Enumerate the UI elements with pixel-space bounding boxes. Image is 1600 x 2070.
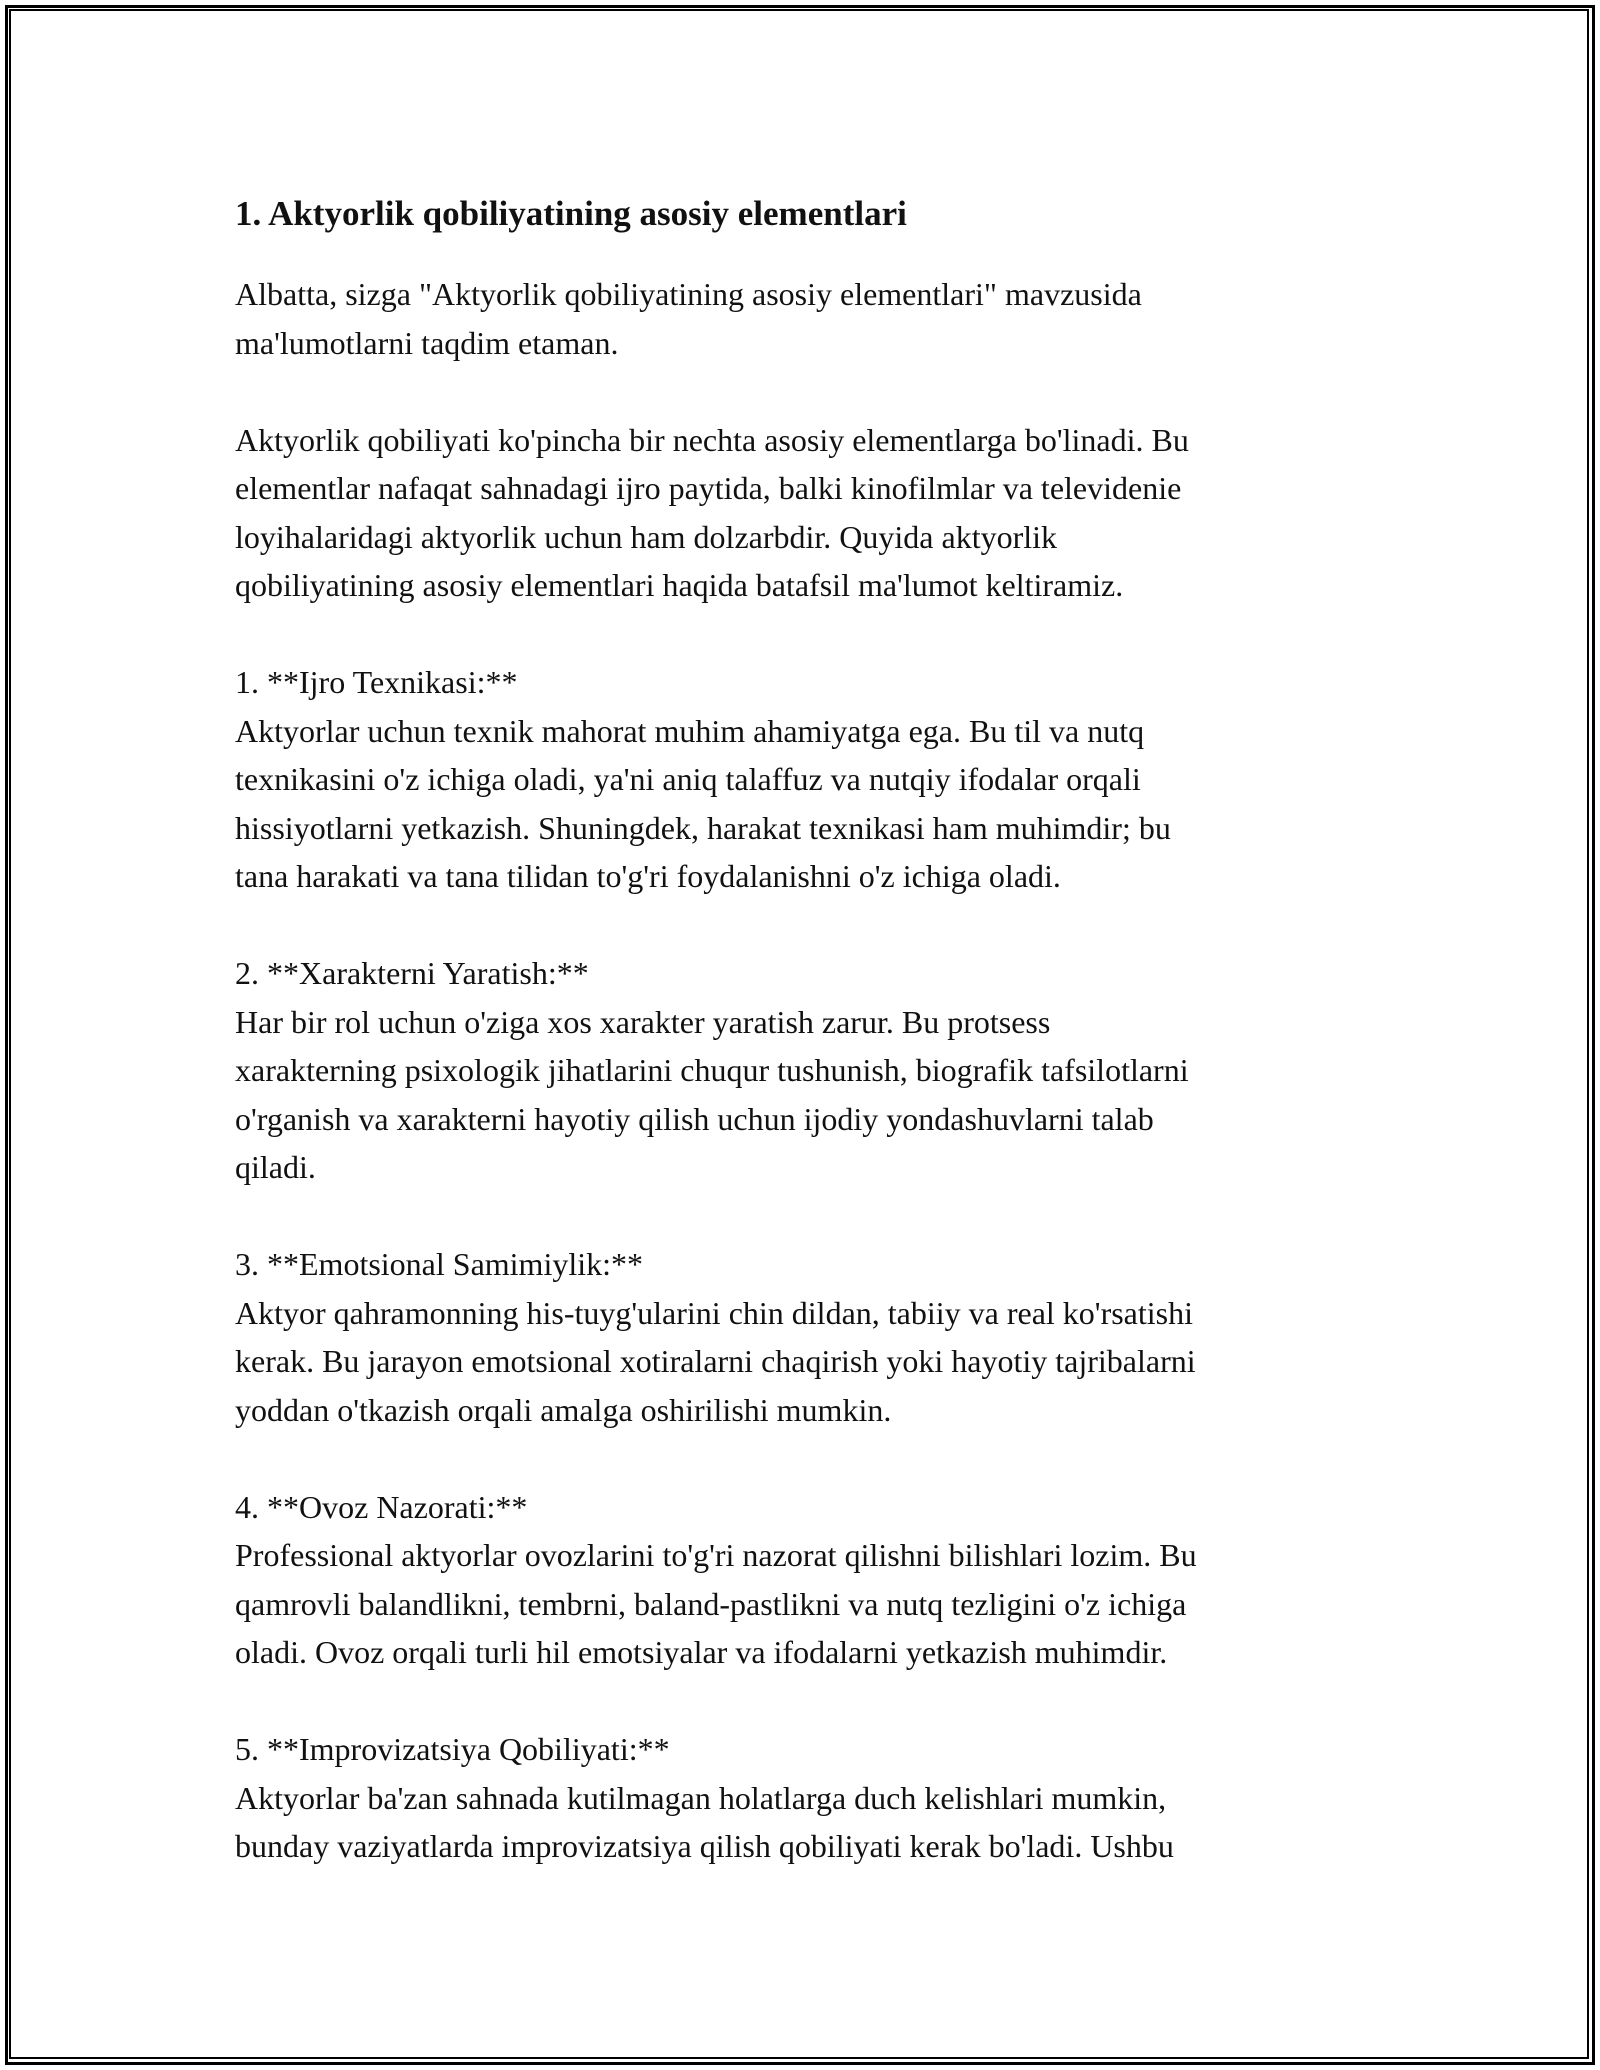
list-item [235, 1240, 1395, 1434]
list-item-body: Aktyorlar ba'zan sahnada kutilmagan holatlarga duch kelishlari mumkin, bunday vaziyatlarda improvizatsiya qilish qobiliyati kerak bo'ladi. Ushbu [235, 1779, 1174, 1864]
document-body [235, 180, 1395, 1871]
list-item-heading: 3. **Emotsional Samimiylik:** [235, 1246, 643, 1282]
paragraph-gap [235, 1192, 1395, 1241]
paragraph-gap [235, 367, 1395, 416]
list-item-heading: 1. **Ijro Texnikasi:** [235, 664, 518, 700]
paragraph-gap [235, 901, 1395, 950]
list-item-heading: 4. **Ovoz Nazorati:** [235, 1488, 528, 1525]
list-item-body: Professional aktyorlar ovozlarini to'g'ri nazorat qilishni bilishlari lozim. Bu qamrovli balandlikni, tembrni, baland-pastlikni va nutq tezligini o'z ichiga oladi. Ovoz orqali turli hil emotsiyalar va ifodalarni yetkazish muhimdir. [235, 1537, 1197, 1670]
list-item [235, 949, 1395, 1192]
list-item-body: Aktyorlar uchun texnik mahorat muhim ahamiyatga ega. Bu til va nutq texnikasini o'z ichiga oladi, ya'ni aniq talaffuz va nutqiy ifodalar orqali hissiyotlarni yetkazish. Shuningdek, harakat texnikasi ham muhimdir; bu tana harakati va tana tilidan to'g'ri foydalanishni o'z ichiga oladi. [235, 712, 1171, 894]
list-item-heading: 2. **Xarakterni Yaratish:** [235, 955, 589, 991]
list-item [235, 1483, 1395, 1677]
intro-paragraph: Albatta, sizga "Aktyorlik qobiliyatining asosiy elementlari" mavzusida ma'lumotlarni taqdim etaman. [235, 276, 1142, 361]
list-item-heading: 5. **Improvizatsiya Qobiliyati:** [235, 1731, 670, 1767]
list-item-body: Aktyor qahramonning his-tuyg'ularini chin dildan, tabiiy va real ko'rsatishi kerak. Bu jarayon emotsional xotiralarni chaqirish yoki hayotiy tajribalarni yoddan o'tkazish orqali amalga oshirilishi mumkin. [235, 1294, 1196, 1428]
list-item [235, 658, 1395, 901]
paragraph-gap [235, 610, 1395, 659]
paragraph-gap [235, 1677, 1395, 1726]
document-title: 1. Aktyorlik qobiliyatining asosiy elementlari [235, 194, 907, 233]
overview-paragraph: Aktyorlik qobiliyati ko'pincha bir nechta asosiy elementlarga bo'linadi. Bu elementlar nafaqat sahnadagi ijro paytida, balki kinofilmlar va televidenie loyihalaridagi aktyorlik uchun ham dolzarbdir. Quyida aktyorlik qobiliyatining asosiy elementlari haqida batafsil ma'lumot keltiramiz. [235, 421, 1189, 603]
list-item [235, 1725, 1395, 1871]
list-item-body: Har bir rol uchun o'ziga xos xarakter yaratish zarur. Bu protsess xarakterning psixologik jihatlarini chuqur tushunish, biografik tafsilotlarni o'rganish va xarakterni hayotiy qilish uchun ijodiy yondashuvlarni talab qiladi. [235, 1003, 1189, 1185]
paragraph-gap [235, 1434, 1395, 1483]
